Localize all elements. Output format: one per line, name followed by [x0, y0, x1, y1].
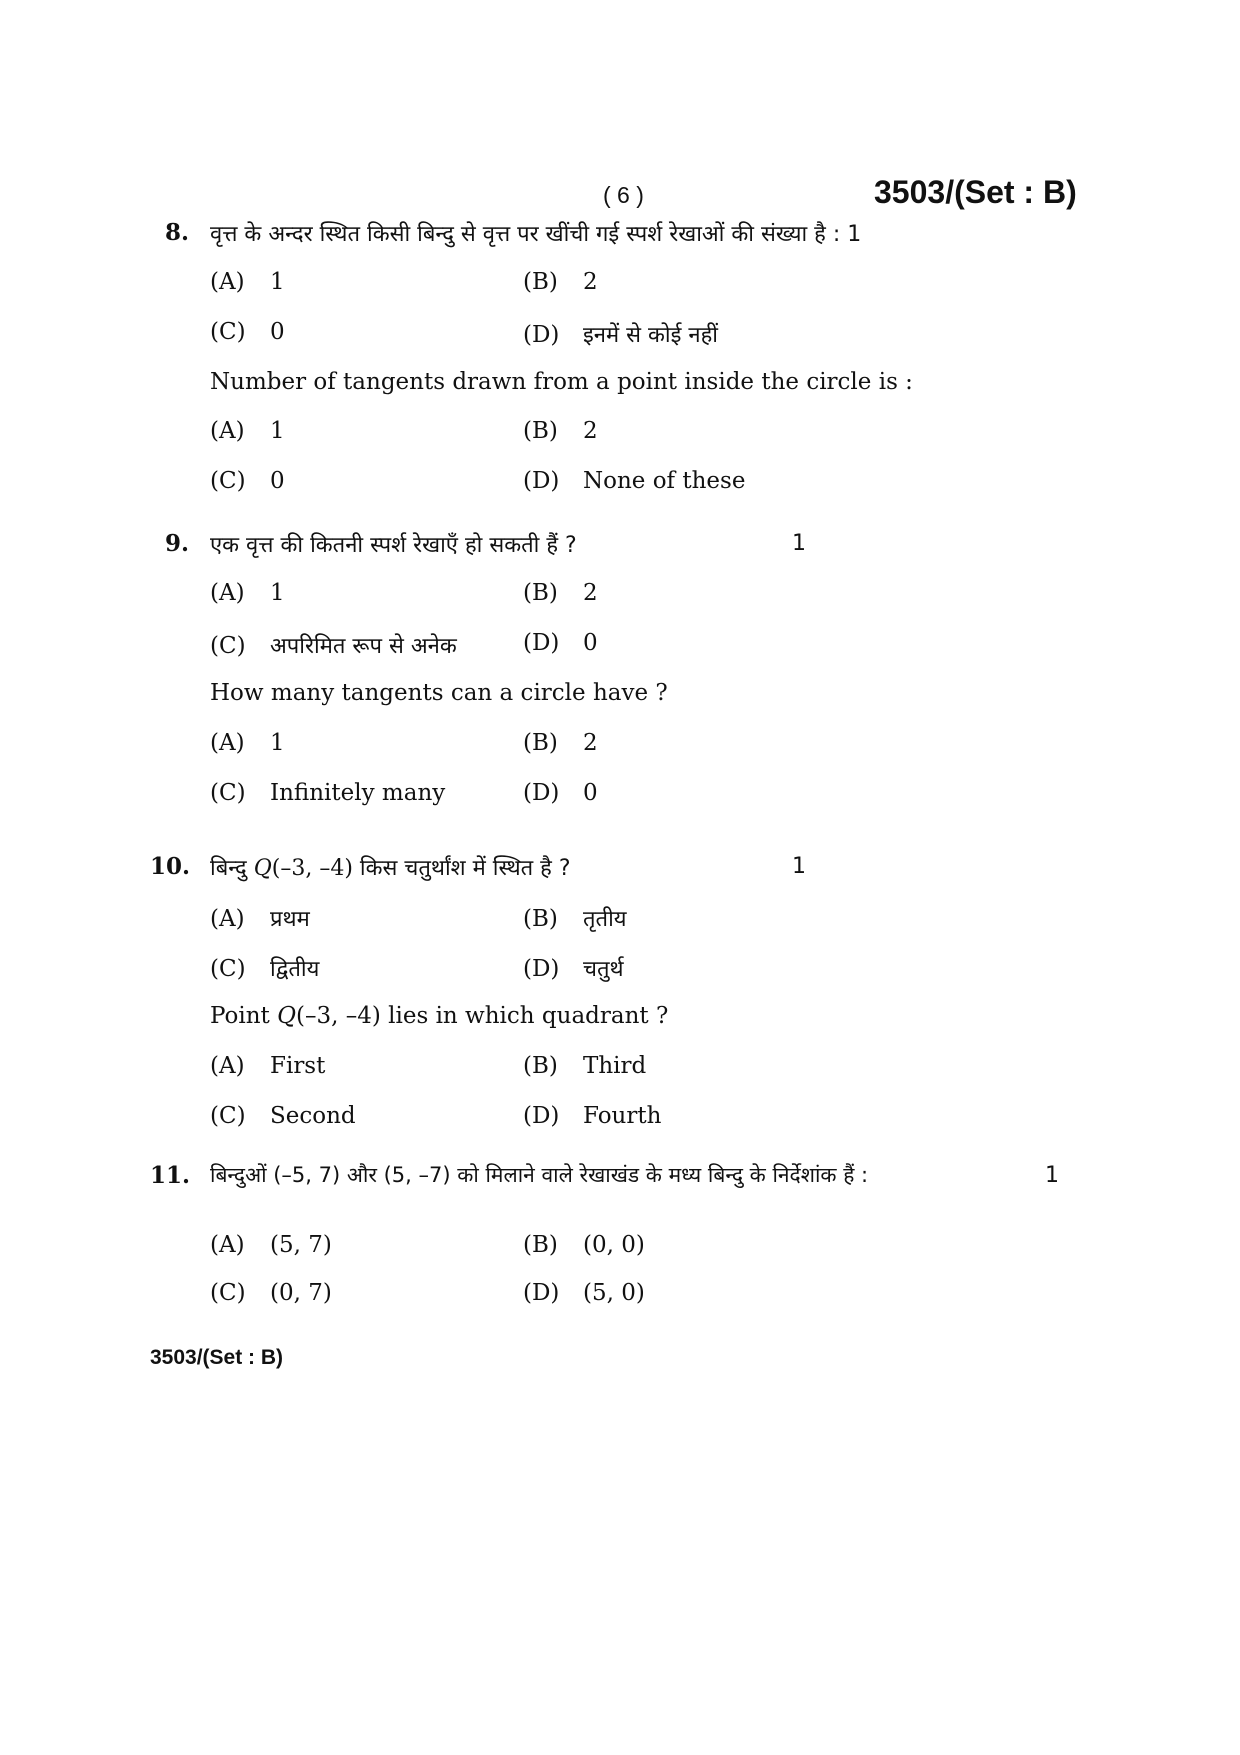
q8-en-option-a[interactable]: (A) 1 — [210, 418, 285, 444]
q8-hi-option-a[interactable]: (A) 1 — [210, 269, 285, 295]
q9-hi-option-a[interactable]: (A) 1 — [210, 580, 285, 606]
question-10-number: 10. — [150, 853, 191, 880]
q11-hi-option-b[interactable]: (B) (0, 0) — [523, 1232, 645, 1258]
question-8-hindi-text: वृत्त के अन्दर स्थित किसी बिन्दु से वृत्त पर खींची गई स्पर्श रेखाओं की संख्या है : 1 — [210, 222, 862, 247]
q9-en-option-c[interactable]: (C) Infinitely many — [210, 780, 446, 806]
question-9-english-text: How many tangents can a circle have ? — [210, 680, 668, 706]
q8-hi-option-b[interactable]: (B) 2 — [523, 269, 598, 295]
question-11-marks: 1 — [1045, 1163, 1059, 1188]
q10-hi-var: Q — [253, 856, 272, 881]
q10-en-option-d[interactable]: (D) Fourth — [523, 1103, 662, 1129]
q10-hi-option-a[interactable]: (A) प्रथम — [210, 906, 310, 932]
question-11-number: 11. — [150, 1162, 191, 1189]
q10-en-option-c[interactable]: (C) Second — [210, 1103, 356, 1129]
q8-en-option-c[interactable]: (C) 0 — [210, 468, 285, 494]
q11-hi-option-c[interactable]: (C) (0, 7) — [210, 1280, 332, 1306]
question-8-marks: 1 — [847, 222, 862, 247]
q10-hi-option-d[interactable]: (D) चतुर्थ — [523, 956, 624, 982]
question-9-hindi-text: एक वृत्त की कितनी स्पर्श रेखाएँ हो सकती हैं ? — [210, 533, 577, 558]
q11-hi-option-a[interactable]: (A) (5, 7) — [210, 1232, 332, 1258]
question-11-hindi-text: बिन्दुओं (–5, 7) और (5, –7) को मिलाने वाले रेखाखंड के मध्य बिन्दु के निर्देशांक हैं : — [210, 1163, 869, 1187]
question-10-english-text: Point Q(–3, –4) lies in which quadrant ? — [210, 1003, 669, 1029]
q10-hi-option-c[interactable]: (C) द्वितीय — [210, 956, 320, 982]
q8-hi-option-d[interactable]: (D) इनमें से कोई नहीं — [523, 322, 719, 348]
q10-hi-option-b[interactable]: (B) तृतीय — [523, 906, 627, 932]
q9-hi-option-d[interactable]: (D) 0 — [523, 630, 598, 656]
page-number: ( 6 ) — [603, 182, 644, 208]
set-code-header: 3503/(Set : B) — [874, 174, 1077, 210]
q10-en-option-a[interactable]: (A) First — [210, 1053, 326, 1079]
question-10-hindi-text: बिन्दु Q(–3, –4) किस चतुर्थांश में स्थित है ? — [210, 856, 571, 881]
q8-hi-option-c[interactable]: (C) 0 — [210, 319, 285, 345]
q9-en-option-b[interactable]: (B) 2 — [523, 730, 598, 756]
q10-en-option-b[interactable]: (B) Third — [523, 1053, 647, 1079]
q8-en-option-b[interactable]: (B) 2 — [523, 418, 598, 444]
question-9-marks: 1 — [792, 531, 806, 556]
question-8-number: 8. — [165, 219, 190, 246]
q9-hi-option-c[interactable]: (C) अपरिमित रूप से अनेक — [210, 633, 457, 659]
set-code-footer: 3503/(Set : B) — [150, 1346, 284, 1369]
question-9-number: 9. — [165, 530, 190, 557]
question-10-marks: 1 — [792, 854, 806, 879]
q8-en-option-d[interactable]: (D) None of these — [523, 468, 746, 494]
question-8-english-text: Number of tangents drawn from a point inside the circle is : — [210, 369, 913, 395]
q9-en-option-a[interactable]: (A) 1 — [210, 730, 285, 756]
q9-en-option-d[interactable]: (D) 0 — [523, 780, 598, 806]
q9-hi-option-b[interactable]: (B) 2 — [523, 580, 598, 606]
q11-hi-option-d[interactable]: (D) (5, 0) — [523, 1280, 645, 1306]
